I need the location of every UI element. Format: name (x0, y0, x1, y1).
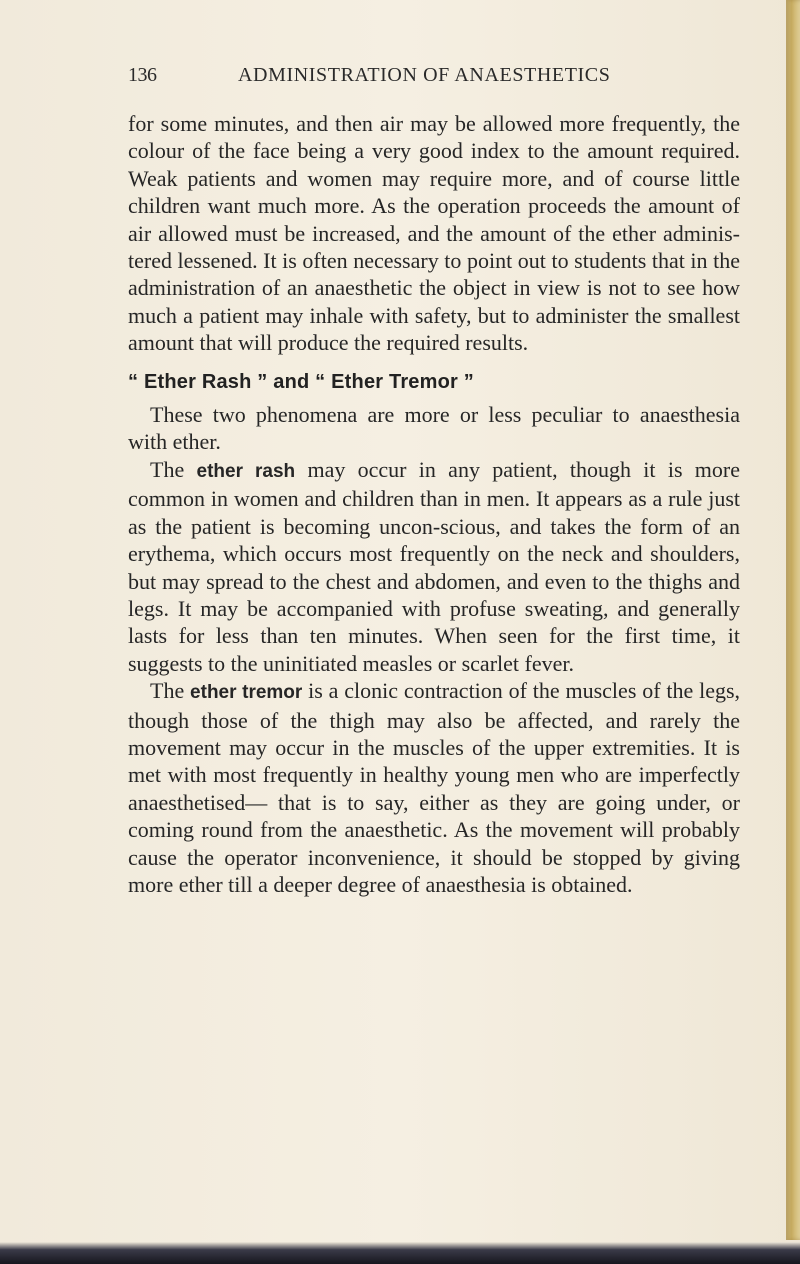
scan-bottom-edge (0, 1242, 800, 1264)
page-number: 136 (128, 64, 157, 86)
text-run: is a clonic contraction of the muscles of the legs, though those of the thigh may also be affected, and rarely the movement may occur in the muscles of the upper extremities. It is met with most frequently in healthy young men who are imperfectly anaesthetised— that is to say, either as they are going under, or coming round from the anaesthetic. As the movement will probably cause the operator inconvenience, it should be stopped by giving more ether till a deeper degree of anaesthesia is obtained. (128, 678, 741, 897)
section-heading: “ Ether Rash ” and “ Ether Tremor ” (128, 370, 474, 393)
paragraph-intro: These two phenomena are more or less peculiar to anaesthesia with ether. (128, 402, 740, 455)
body-text (128, 110, 740, 898)
text-run: may occur in any patient, though it is more common in women and children than in men. It appears as a rule just as the patient is becoming uncon-scious, and takes the form of an erythema, which occurs most frequently on the neck and shoulders, but may spread to the chest and abdomen, and even to the thighs and legs. It may be accompanied with profuse sweating, and generally lasts for less than ten minutes. When seen for the first time, it suggests to the uninitiated measles or scarlet fever. (128, 456, 740, 676)
term-ether-tremor: ether tremor (190, 682, 303, 704)
text-run: The (150, 678, 191, 704)
running-title: ADMINISTRATION OF ANAESTHETICS (238, 64, 611, 86)
paragraph-ether-rash (128, 456, 740, 677)
running-head (128, 64, 748, 94)
text-run: The (150, 456, 197, 482)
paragraph-ether-tremor (128, 677, 740, 898)
paragraph-continued: for some minutes, and then air may be allowed more frequently, the colour of the face being a very good index to the amount required. Weak patients and women may require more, and of course little children want much more. As the operation proceeds the amount of air allowed must be increased, and the amount of the ether adminis-tered lessened. It is often necessary to point out to students that in the administration of an anaesthetic the object in view is not to see how much a patient may inhale with safety, but to administer the smallest amount that will produce the required results. (128, 111, 740, 356)
term-ether-rash: ether rash (196, 460, 296, 482)
page-edge (786, 0, 800, 1240)
